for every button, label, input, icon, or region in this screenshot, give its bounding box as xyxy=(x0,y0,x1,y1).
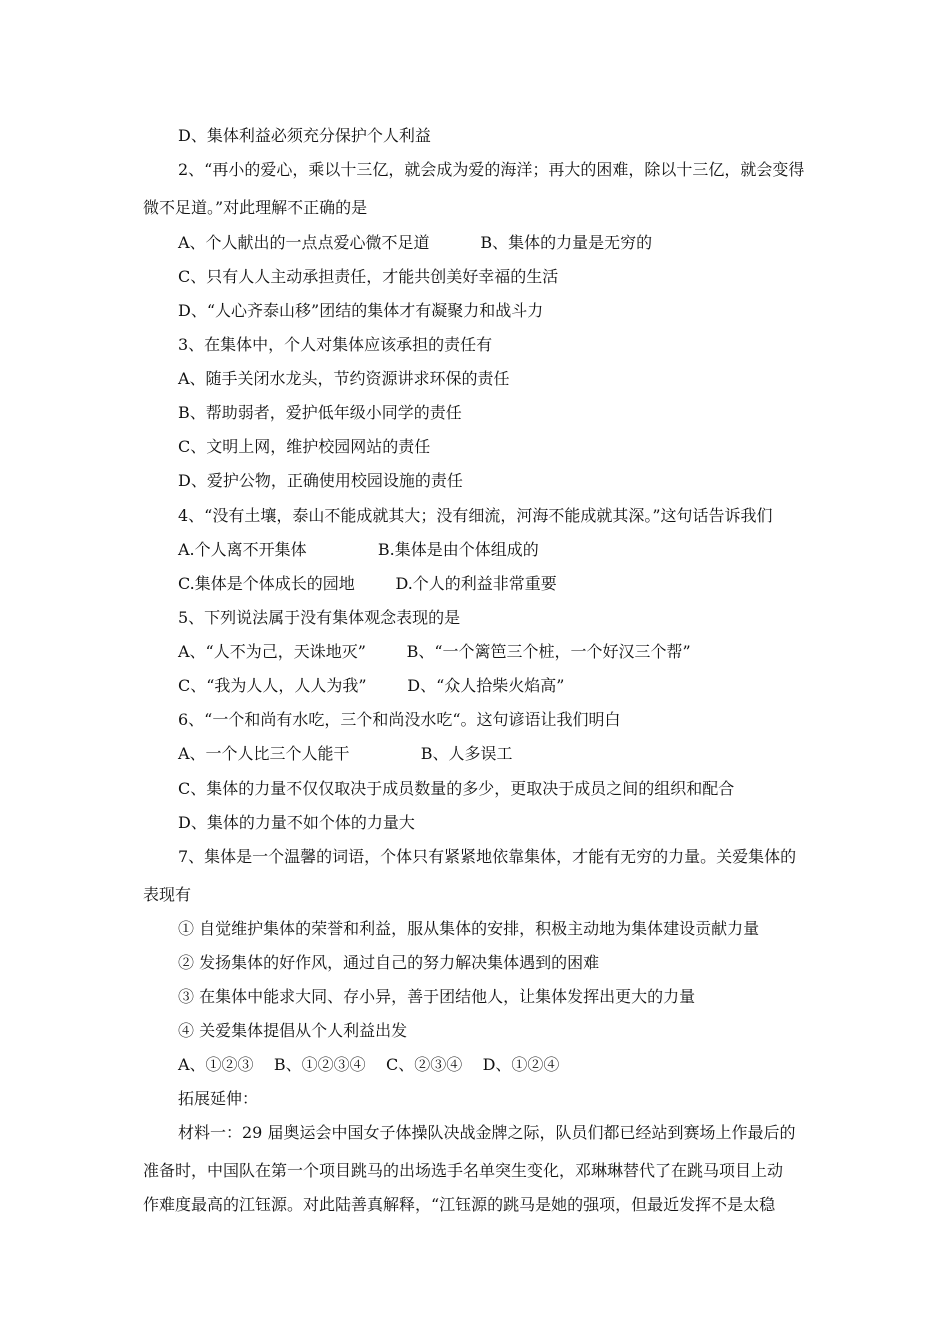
section-heading-extension: 拓展延伸： xyxy=(178,1089,259,1108)
option-5cd: C、“我为人人，人人为我” D、“众人拾柴火焰高” xyxy=(178,676,565,695)
material-1-line-3: 作难度最高的江钰源。对此陆善真解释，“江钰源的跳马是她的强项，但最近发挥不是太稳 xyxy=(143,1195,776,1214)
option-7-abcd: A、①②③ B、①②③④ C、②③④ D、①②④ xyxy=(178,1055,560,1074)
question-5: 5、下列说法属于没有集体观念表现的是 xyxy=(178,608,461,627)
option-2d: D、“人心齐泰山移”团结的集体才有凝聚力和战斗力 xyxy=(178,301,544,320)
question-2-cont: 微不足道。”对此理解不正确的是 xyxy=(143,198,368,217)
option-5ab: A、“人不为己，天诛地灭” B、“一个篱笆三个桩，一个好汉三个帮” xyxy=(178,642,691,661)
question-7-cont: 表现有 xyxy=(143,885,192,904)
option-4cd: C.集体是个体成长的园地 D.个人的利益非常重要 xyxy=(178,574,557,593)
statement-7-3: ③ 在集体中能求大同、存小异，善于团结他人，让集体发挥出更大的力量 xyxy=(178,987,696,1006)
statement-7-1: ① 自觉维护集体的荣誉和利益，服从集体的安排，积极主动地为集体建设贡献力量 xyxy=(178,919,760,938)
question-7: 7、集体是一个温馨的词语，个体只有紧紧地依靠集体，才能有无穷的力量。关爱集体的 xyxy=(178,847,797,866)
statement-7-4: ④ 关爱集体提倡从个人利益出发 xyxy=(178,1021,408,1040)
question-2: 2、“再小的爱心，乘以十三亿，就会成为爱的海洋；再大的困难，除以十三亿，就会变得 xyxy=(178,160,805,179)
question-4: 4、“没有土壤，泰山不能成就其大；没有细流，河海不能成就其深。”这句话告诉我们 xyxy=(178,506,773,525)
option-1d: D、集体利益必须充分保护个人利益 xyxy=(178,126,431,145)
option-2ab: A、个人献出的一点点爱心微不足道 B、集体的力量是无穷的 xyxy=(178,233,653,252)
option-6c: C、集体的力量不仅仅取决于成员数量的多少，更取决于成员之间的组织和配合 xyxy=(178,779,735,798)
option-3c: C、文明上网，维护校园网站的责任 xyxy=(178,437,431,456)
question-6: 6、“一个和尚有水吃，三个和尚没水吃“。这句谚语让我们明白 xyxy=(178,710,621,729)
option-4ab: A.个人离不开集体 B.集体是由个体组成的 xyxy=(178,540,539,559)
option-3b: B、帮助弱者，爱护低年级小同学的责任 xyxy=(178,403,462,422)
material-1-line-2: 准备时，中国队在第一个项目跳马的出场选手名单突生变化，邓琳琳替代了在跳马项目上动 xyxy=(143,1161,784,1180)
option-3a: A、随手关闭水龙头，节约资源讲求环保的责任 xyxy=(178,369,510,388)
option-3d: D、爱护公物，正确使用校园设施的责任 xyxy=(178,471,463,490)
option-2c: C、只有人人主动承担责任，才能共创美好幸福的生活 xyxy=(178,267,559,286)
question-3: 3、在集体中，个人对集体应该承担的责任有 xyxy=(178,335,493,354)
option-6d: D、集体的力量不如个体的力量大 xyxy=(178,813,415,832)
statement-7-2: ② 发扬集体的好作风，通过自己的努力解决集体遇到的困难 xyxy=(178,953,600,972)
material-1-line-1: 材料一：29 届奥运会中国女子体操队决战金牌之际，队员们都已经站到赛场上作最后的 xyxy=(178,1123,796,1142)
option-6ab: A、一个人比三个人能干 B、人多误工 xyxy=(178,744,513,763)
